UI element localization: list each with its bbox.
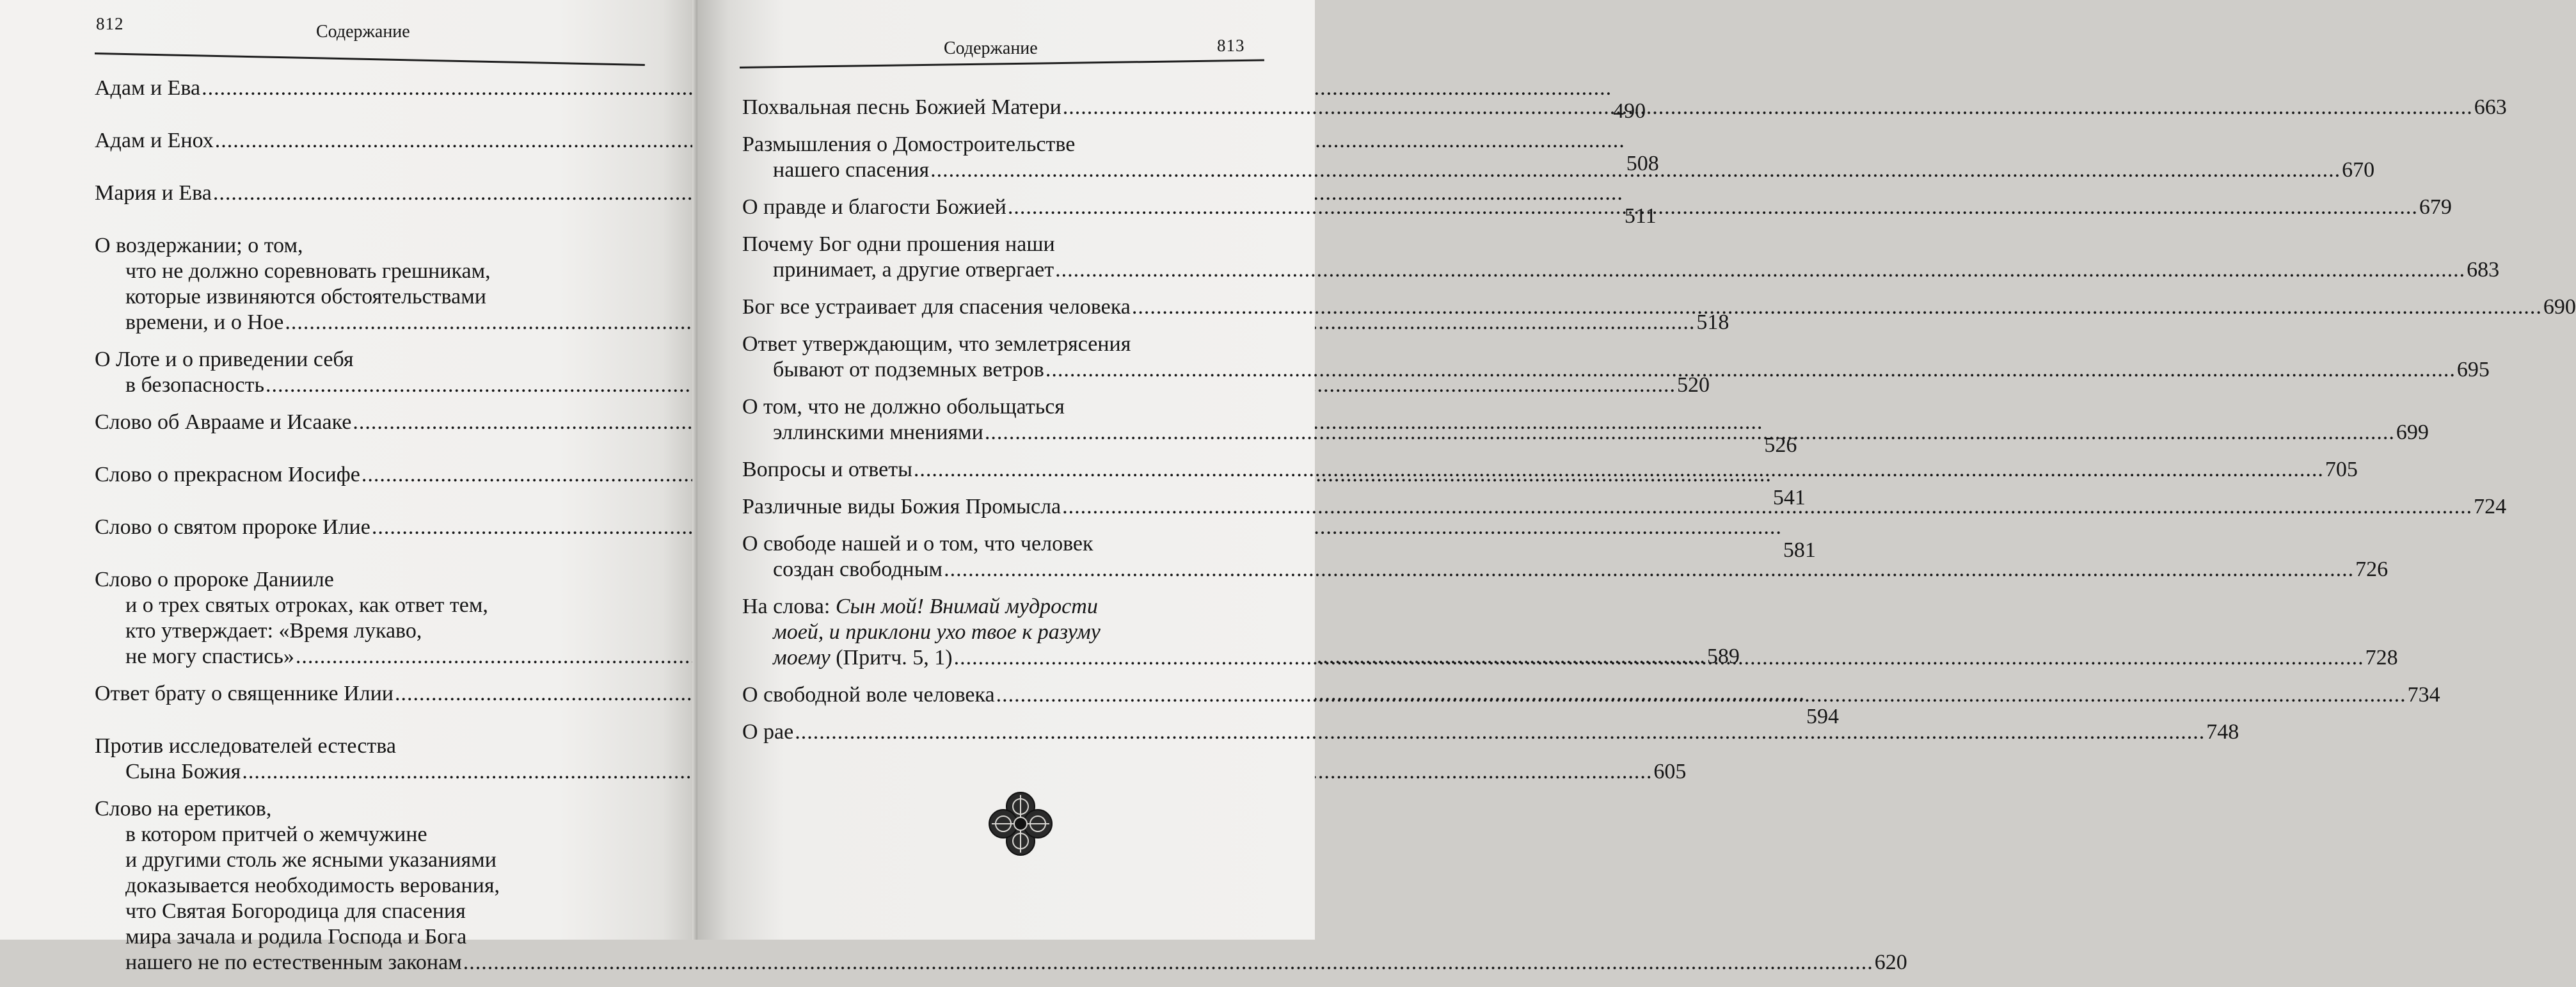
toc-entry-line: Слово о прекрасном Иосифе [95, 463, 360, 486]
toc-entry-line: Похвальная песнь Божией Матери [742, 95, 1061, 119]
dot-leader [795, 719, 2205, 745]
dot-leader [954, 645, 2364, 671]
toc-entry [742, 232, 2500, 283]
toc-entry-line: доказывается необходимость верования, [125, 874, 500, 897]
toc-page-number: 726 [2355, 558, 2389, 581]
toc-page-number: 541 [1772, 486, 1806, 510]
toc-entry-line: нашего не по естественным законам [125, 951, 462, 974]
toc-entry-line: кто утверждает: «Время лукаво, [125, 619, 422, 643]
dot-leader [1046, 357, 2456, 383]
left-header-rule [95, 52, 645, 66]
toc-entry-line [773, 645, 953, 671]
toc-entry-line: Бог все устраивает для спасения человека [742, 295, 1131, 319]
toc-page-number: 690 [2543, 295, 2576, 319]
toc-entry-line: не могу спастись» [125, 645, 294, 668]
dot-leader [1055, 257, 2465, 283]
dot-leader [1008, 195, 2418, 220]
left-running-head: Содержание [316, 22, 410, 42]
toc-entry-line: Против исследователей естества [95, 734, 396, 758]
toc-page-number: 705 [2325, 458, 2358, 481]
toc-page-number: 526 [1764, 433, 1797, 457]
toc-page-number: 728 [2365, 646, 2398, 670]
toc-entry-line: Слово о пророке Данииле [95, 568, 334, 591]
toc-entry-line: мира зачала и родила Господа и Бога [125, 925, 467, 949]
toc-entry-line: бывают от подземных ветров [773, 358, 1044, 381]
toc-page-number: 511 [1624, 204, 1657, 228]
dot-leader [930, 157, 2341, 183]
toc-entry-line: и о трех святых отроках, как ответ тем, [125, 593, 488, 617]
dot-leader [1062, 494, 2472, 520]
toc-page-number: 695 [2456, 358, 2490, 381]
toc-entry-line: Слово о святом пророке Илие [95, 515, 370, 539]
toc-page-number: 670 [2342, 158, 2375, 182]
toc-entry-reference: (Притч. 5, 1) [830, 646, 953, 670]
toc-entry-line: которые извиняются обстоятельствами [125, 285, 486, 309]
toc-entry-line: Адам и Енох [95, 129, 214, 152]
toc-entry-line: Мария и Ева [95, 181, 212, 205]
left-page-number: 812 [96, 14, 124, 33]
toc-entry-line: в котором притчей о жемчужине [125, 822, 427, 846]
toc-page-number: 724 [2474, 495, 2507, 518]
toc-entry-line: На слова: Сын мой! Внимай мудрости [742, 595, 1098, 618]
toc-page-number: 594 [1806, 705, 1840, 728]
toc-entry-line: Сына Божия [125, 760, 241, 783]
toc-page-number: 734 [2407, 683, 2440, 707]
toc-entry-line: О Лоте и о приведении себя [95, 348, 354, 371]
dot-leader [1063, 95, 2473, 120]
toc-entry-line: О правде и благости Божией [742, 195, 1006, 219]
toc-entry-line: О рае [742, 720, 794, 744]
toc-entry-line: Почему Бог одни прошения наши [742, 232, 1055, 256]
toc-entry-line: эллинскими мнениями [773, 421, 983, 444]
toc-entry [95, 734, 1687, 785]
toc-entry-line: Ответ брату о священнике Илии [95, 682, 394, 705]
toc-entry-line: Слово об Аврааме и Исааке [95, 410, 352, 434]
toc-entry-italic: Сын мой! Внимай мудрости [835, 595, 1098, 618]
toc-entry [742, 294, 2576, 320]
toc-page-number: 679 [2419, 195, 2452, 219]
toc-entry [742, 719, 2239, 745]
toc-entry-line: Адам и Ева [95, 76, 201, 100]
dot-leader [996, 682, 2406, 708]
right-page-number: 813 [1217, 36, 1245, 55]
toc-entry-line: и другими столь же ясными указаниями [125, 848, 497, 872]
toc-entry-line: О свободе нашей и о том, что человек [742, 532, 1093, 556]
toc-entry [95, 796, 1907, 975]
toc-entry-italic: моему [773, 646, 831, 670]
toc-page-number: 589 [1706, 645, 1740, 668]
quatrefoil-ornament-icon [985, 789, 1056, 859]
toc-entry-line: О воздержании; о том, [95, 234, 303, 257]
toc-entry-line: Размышления о Домостроительстве [742, 132, 1076, 156]
toc-entry-line [742, 620, 1273, 645]
dot-leader [463, 950, 1873, 975]
toc-entry-line: О свободной воле человека [742, 683, 995, 707]
toc-entry-line: Слово на еретиков, [95, 797, 272, 821]
dot-leader [985, 420, 2395, 445]
toc-page-number: 683 [2467, 258, 2500, 282]
toc-entry-line: нашего спасения [773, 158, 930, 182]
toc-entry-line: Различные виды Божия Промысла [742, 495, 1061, 518]
toc-page-number: 581 [1783, 538, 1816, 562]
toc-page-number: 508 [1626, 152, 1659, 175]
toc-page-number: 748 [2206, 720, 2239, 744]
toc-entry-line: в безопасность [125, 373, 265, 397]
toc-entry-line: О том, что не должно обольщаться [742, 395, 1065, 419]
toc-entry-line: Ответ утверждающим, что землетрясения [742, 332, 1131, 356]
dot-leader [914, 457, 2324, 483]
toc-entry-line: времени, и о Ное [125, 310, 284, 334]
toc-page-number: 520 [1677, 373, 1710, 397]
toc-entry-line: принимает, а другие отвергает [773, 258, 1054, 282]
toc-page-number: 605 [1653, 760, 1687, 783]
right-running-head: Содержание [944, 38, 1038, 58]
toc-entry [742, 457, 2358, 483]
dot-leader [1132, 294, 2542, 320]
toc-page-number: 518 [1696, 310, 1729, 334]
toc-entry [742, 682, 2440, 708]
toc-page-number: 663 [2474, 95, 2507, 119]
toc-entry [742, 332, 2490, 383]
toc-page-number: 699 [2396, 421, 2429, 444]
toc-entry-line: что не должно соревновать грешникам, [125, 259, 491, 283]
toc-entry-italic: моей, и приклони ухо твое к разуму [773, 620, 1101, 644]
dot-leader [944, 557, 2354, 582]
toc-entry-line: Вопросы и ответы [742, 458, 912, 481]
toc-entry-line: создан свободным [773, 558, 943, 581]
toc-page-number: 490 [1613, 99, 1646, 123]
toc-entry-line: что Святая Богородица для спасения [125, 899, 466, 923]
right-header-rule [740, 60, 1264, 68]
toc-page-number: 620 [1874, 951, 1907, 974]
